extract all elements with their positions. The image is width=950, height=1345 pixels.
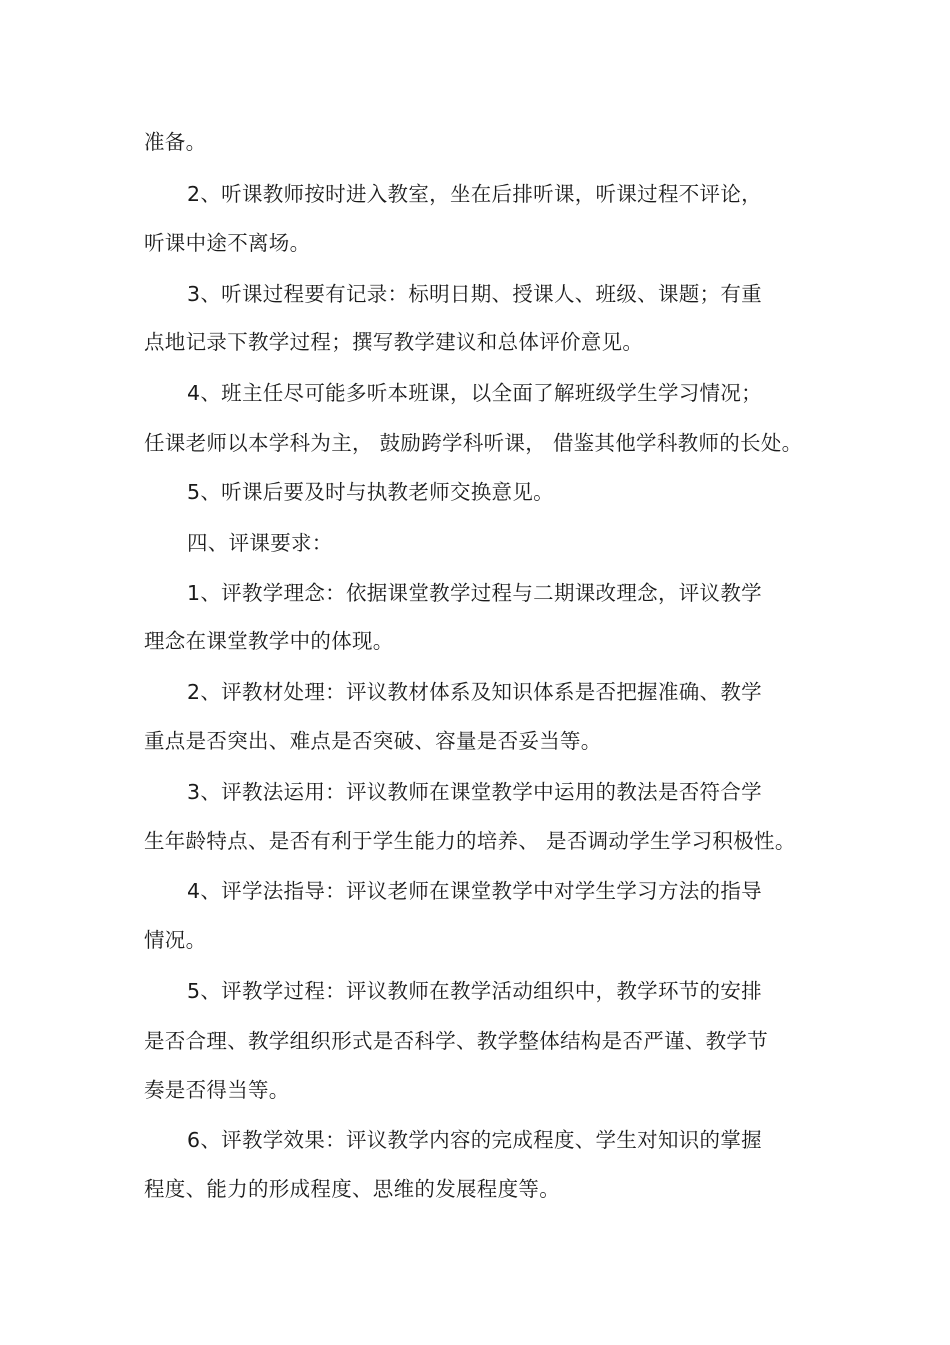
text-line: 任课老师以本学科为主， 鼓励跨学科听课， 借鉴其他学科教师的长处。 [144,431,803,455]
text-line: 点地记录下教学过程；撰写教学建议和总体评价意见。 [144,330,644,354]
text-line: 3、听课过程要有记录：标明日期、授课人、班级、课题；有重 [187,282,762,306]
text-line: 5、听课后要及时与执教老师交换意见。 [187,480,554,504]
text-line: 4、评学法指导：评议老师在课堂教学中对学生学习方法的指导 [187,879,762,903]
text-line: 4、班主任尽可能多听本班课，以全面了解班级学生学习情况； [187,381,762,405]
text-line: 1、评教学理念：依据课堂教学过程与二期课改理念，评议教学 [187,581,762,605]
text-line: 重点是否突出、难点是否突破、容量是否妥当等。 [144,729,602,753]
text-line: 生年龄特点、是否有利于学生能力的培养、 是否调动学生学习积极性。 [144,829,796,853]
text-line: 情况。 [144,928,207,952]
section-heading: 四、评课要求： [187,531,333,555]
text-line: 理念在课堂教学中的体现。 [144,629,394,653]
text-line: 5、评教学过程：评议教师在教学活动组织中，教学环节的安排 [187,979,762,1003]
text-line: 程度、能力的形成程度、思维的发展程度等。 [144,1177,560,1201]
text-line: 准备。 [144,130,207,154]
text-line: 2、评教材处理：评议教材体系及知识体系是否把握准确、教学 [187,680,762,704]
text-line: 是否合理、教学组织形式是否科学、教学整体结构是否严谨、教学节 [144,1029,768,1053]
text-line: 听课中途不离场。 [144,231,311,255]
text-line: 奏是否得当等。 [144,1078,290,1102]
text-line: 3、评教法运用：评议教师在课堂教学中运用的教法是否符合学 [187,780,762,804]
text-line: 6、评教学效果：评议教学内容的完成程度、学生对知识的掌握 [187,1128,762,1152]
text-line: 2、听课教师按时进入教室，坐在后排听课，听课过程不评论， [187,182,762,206]
